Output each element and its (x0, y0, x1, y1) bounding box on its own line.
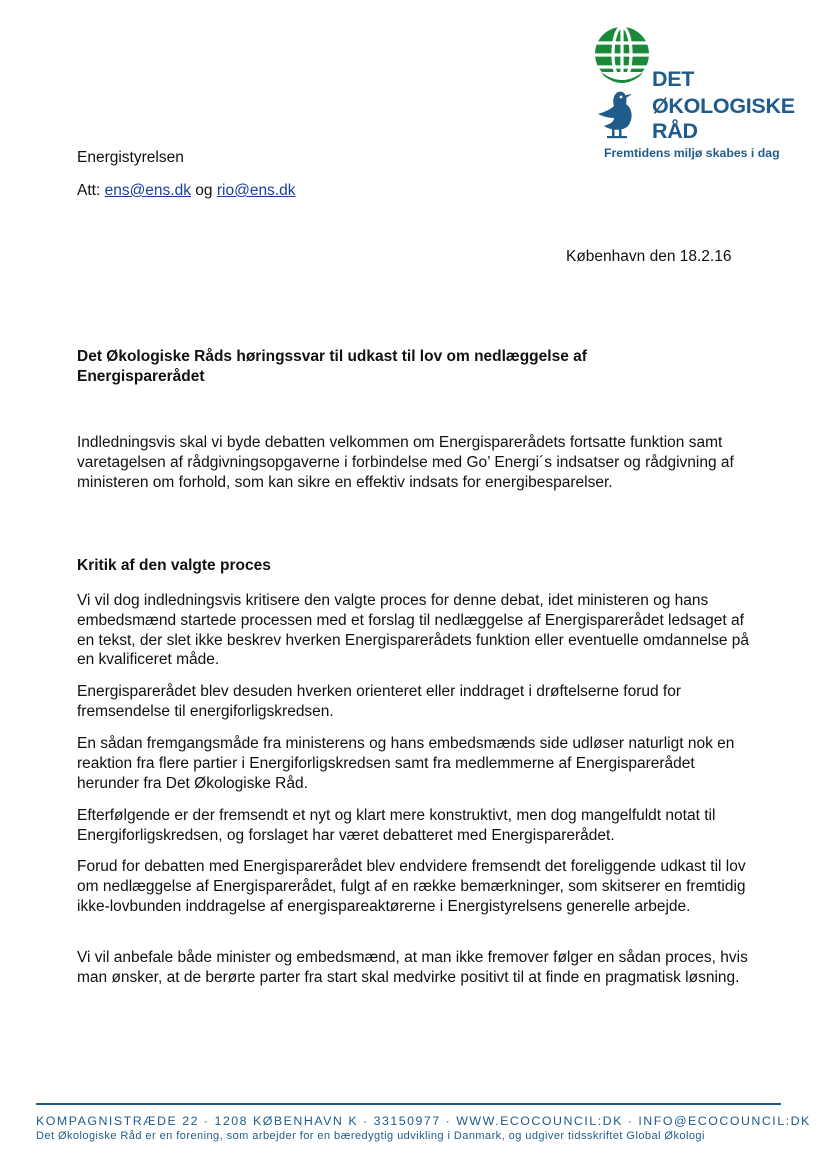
email-link-ens[interactable]: ens@ens.dk (104, 182, 191, 199)
document-title: Det Økologiske Råds høringssvar til udkast til lov om nedlæggelse af Energisparerådet (77, 348, 587, 385)
section-heading: Kritik af den valgte proces (77, 557, 271, 574)
paragraph: Efterfølgende er der fremsendt et nyt og klart mere konstruktivt, men dog mangelfuldt notat til Energiforligskredsen, og forslaget har været debatteret med Energisparerådet. (77, 807, 716, 844)
globe-icon (590, 26, 654, 86)
email-link-rio[interactable]: rio@ens.dk (216, 182, 296, 199)
logo-word-raad: RÅD (652, 119, 698, 143)
attention-line (77, 182, 296, 200)
logo-word-det: DET (652, 67, 695, 91)
bird-icon (598, 92, 632, 139)
att-prefix: Att: (77, 182, 101, 199)
paragraph: Vi vil dog indledningsvis kritisere den valgte proces for denne debat, idet ministeren og hans embedsmænd startede processen med et forslag til nedlæggelse af Energisparerådet ledsaget af en tekst, der slet ikke beskrev hverken Energisparerådets funktion eller eventuelle omdannelse på en kvalificeret måde. (77, 592, 750, 669)
footer-description: Det Økologiske Råd er en forening, som arbejder for en bæredygtig udvikling i Danmark, og udgiver tidsskriftet Global Økologi (36, 1130, 705, 1142)
footer-address: KOMPAGNISTRÆDE 22 · 1208 KØBENHAVN K · 33150977 · WWW.ECOCOUNCIL:DK · INFO@ECOCOUNCIL:DK (36, 1114, 811, 1128)
logo-icon (590, 26, 660, 144)
paragraph: Vi vil anbefale både minister og embedsmænd, at man ikke fremover følger en sådan proces, hvis man ønsker, at de berørte parter fra start skal medvirke positivt til at finde en pragmatisk løsning. (77, 949, 748, 986)
att-joiner: og (195, 182, 213, 199)
paragraph: Forud for debatten med Energisparerådet blev endvidere fremsendt det foreliggende udkast til lov om nedlæggelse af Energisparerådet, fulgt af en række bemærkninger, som skitserer en fremtidig ikke-lovbunden inddragelse af energispareaktørerne i Energistyrelsens generelle arbejde. (77, 858, 746, 915)
intro-paragraph: Indledningsvis skal vi byde debatten velkommen om Energisparerådets fortsatte funktion samt varetagelsen af rådgivningsopgaverne i forbindelse med Go’ Energi´s indsatser og rådgivning af ministeren om forhold, som kan sikre en effektiv indsats for energibesparelser. (77, 434, 734, 491)
paragraph: Energisparerådet blev desuden hverken orienteret eller inddraget i drøftelserne forud for fremsendelse til energiforligskredsen. (77, 683, 681, 720)
paragraph: En sådan fremgangsmåde fra ministerens og hans embedsmænds side udløser naturligt nok en reaktion fra flere partier i Energiforligskredsen samt fra medlemmerne af Energisparerådet herunder fra Det Økologiske Råd. (77, 735, 735, 792)
logo-tagline: Fremtidens miljø skabes i dag (604, 146, 780, 160)
recipient: Energistyrelsen (77, 149, 184, 166)
logo-word-okologiske: ØKOLOGISKE (652, 94, 795, 118)
dateline: København den 18.2.16 (566, 248, 732, 265)
footer-divider (36, 1103, 781, 1105)
